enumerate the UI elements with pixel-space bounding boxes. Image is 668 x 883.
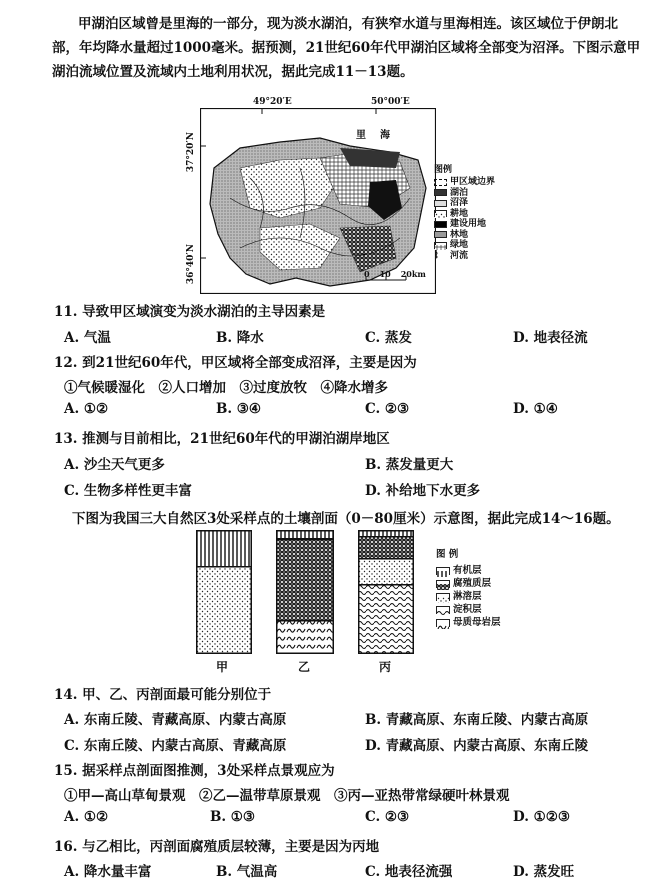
q16-option-d[interactable]: D. 蒸发旺 <box>513 864 575 880</box>
legend-illuvial: 淀积层 <box>436 603 501 616</box>
soil-profile-bing <box>358 530 414 654</box>
soil-profile-yi <box>276 530 334 654</box>
legend-humus: 腐殖质层 <box>436 577 501 590</box>
green-swatch <box>434 242 447 249</box>
map-lon-2: 50°00′E <box>371 97 410 107</box>
question-11-stem: 11. 导致甲区域演变为淡水湖泊的主导因素是 <box>54 304 326 320</box>
river-icon: ⌇ <box>434 249 439 261</box>
map-lon-1: 49°20′E <box>253 97 292 107</box>
map-lat-1: 37°20′N <box>186 132 196 173</box>
question-13-stem: 13. 推测与目前相比，21世纪60年代的甲湖泊湖岸地区 <box>54 431 390 447</box>
profile-label-bing: 丙 <box>379 660 392 674</box>
q15-statements: ①甲—高山草甸景观 ②乙—温带草原景观 ③丙—亚热带常绿硬叶林景观 <box>64 788 510 804</box>
q16-option-c[interactable]: C. 地表径流强 <box>365 864 453 880</box>
map-legend <box>434 165 495 261</box>
cropland-swatch <box>434 210 447 217</box>
question-15-stem: 15. 据采样点剖面图推测，3处采样点景观应为 <box>54 763 335 779</box>
illuvial-swatch <box>436 606 450 614</box>
map-scale-0: 0 <box>364 269 370 279</box>
legend-marsh: 沼泽 <box>434 198 495 209</box>
organic-swatch <box>436 567 450 575</box>
soil-legend <box>436 548 501 629</box>
q13-option-d[interactable]: D. 补给地下水更多 <box>365 483 481 499</box>
eluvial-swatch <box>436 593 450 601</box>
q11-option-c[interactable]: C. 蒸发 <box>365 330 412 346</box>
question-12-stem: 12. 到21世纪60年代，甲区域将全部变成沼泽，主要是因为 <box>54 355 417 371</box>
marsh-swatch <box>434 200 447 207</box>
q15-option-a[interactable]: A. ①② <box>64 809 109 825</box>
q11-option-a[interactable]: A. 气温 <box>64 330 111 346</box>
q13-option-c[interactable]: C. 生物多样性更丰富 <box>64 483 192 499</box>
q15-option-d[interactable]: D. ①②③ <box>513 809 570 825</box>
q15-option-b[interactable]: B. ①③ <box>210 809 256 825</box>
legend-boundary: 甲区域边界 <box>434 177 495 188</box>
soil-profile-jia <box>196 530 252 654</box>
forest-swatch <box>434 231 447 238</box>
legend-eluvial: 淋溶层 <box>436 590 501 603</box>
map-lat-2: 36°40′N <box>186 244 196 285</box>
profile-label-yi: 乙 <box>298 660 311 674</box>
humus-swatch <box>436 580 450 588</box>
built-swatch <box>434 221 447 228</box>
legend-green: 绿地 <box>434 240 495 251</box>
legend-river: ⌇ 河流 <box>434 249 469 261</box>
q16-option-a[interactable]: A. 降水量丰富 <box>64 864 152 880</box>
q15-option-c[interactable]: C. ②③ <box>365 809 410 825</box>
map-scale-20: 20km <box>400 269 426 279</box>
legend-organic: 有机层 <box>436 564 501 577</box>
q11-option-d[interactable]: D. 地表径流 <box>513 330 588 346</box>
watershed-map <box>200 108 436 294</box>
q11-option-b[interactable]: B. 降水 <box>216 330 264 346</box>
legend-forest: 林地 <box>434 230 495 241</box>
q14-option-c[interactable]: C. 东南丘陵、内蒙古高原、青藏高原 <box>64 738 287 754</box>
question-14-stem: 14. 甲、乙、丙剖面最可能分别位于 <box>54 687 272 703</box>
legend-cropland: 耕地 <box>434 209 495 220</box>
q12-option-a[interactable]: A. ①② <box>64 401 109 417</box>
legend-parent: 母质母岩层 <box>436 616 501 629</box>
q16-option-b[interactable]: B. 气温高 <box>216 864 278 880</box>
question-16-stem: 16. 与乙相比，丙剖面腐殖质层较薄，主要是因为丙地 <box>54 839 380 855</box>
q14-option-b[interactable]: B. 青藏高原、东南丘陵、内蒙古高原 <box>365 712 589 728</box>
map-scale <box>364 269 426 279</box>
q13-option-b[interactable]: B. 蒸发量更大 <box>365 457 454 473</box>
profile-label-jia: 甲 <box>216 660 229 674</box>
parent-swatch <box>436 619 450 627</box>
q12-option-c[interactable]: C. ②③ <box>365 401 410 417</box>
lake-swatch <box>434 189 447 196</box>
q12-option-b[interactable]: B. ③④ <box>216 401 262 417</box>
q12-option-d[interactable]: D. ①④ <box>513 401 558 417</box>
intro-paragraph-1: 甲湖泊区域曾是里海的一部分，现为淡水湖泊，有狭窄水道与里海相连。该区域位于伊朗北部，年均降水量超过1000毫米。据预测，21世纪60年代甲湖泊区域将全部变为沼泽。下图示意甲湖泊流域位置及流域内土地利用状况，据此完成11－13题。 <box>52 16 641 80</box>
q14-option-a[interactable]: A. 东南丘陵、青藏高原、内蒙古高原 <box>64 712 287 728</box>
map-legend-title: 图例 <box>434 165 453 175</box>
map-scale-10: 10 <box>379 269 391 279</box>
legend-lake: 湖泊 <box>434 188 495 199</box>
boundary-swatch <box>434 179 447 186</box>
legend-built: 建设用地 <box>434 219 495 230</box>
soil-legend-title: 图 例 <box>436 549 459 560</box>
q14-option-d[interactable]: D. 青藏高原、内蒙古高原、东南丘陵 <box>365 738 589 754</box>
q12-statements: ①气候暖湿化 ②人口增加 ③过度放牧 ④降水增多 <box>64 380 388 396</box>
q13-option-a[interactable]: A. 沙尘天气更多 <box>64 457 165 473</box>
map-sea-label: 里 海 <box>356 130 392 141</box>
intro-paragraph-2: 下图为我国三大自然区3处采样点的土壤剖面（0－80厘米）示意图，据此完成14～16题。 <box>72 511 620 527</box>
